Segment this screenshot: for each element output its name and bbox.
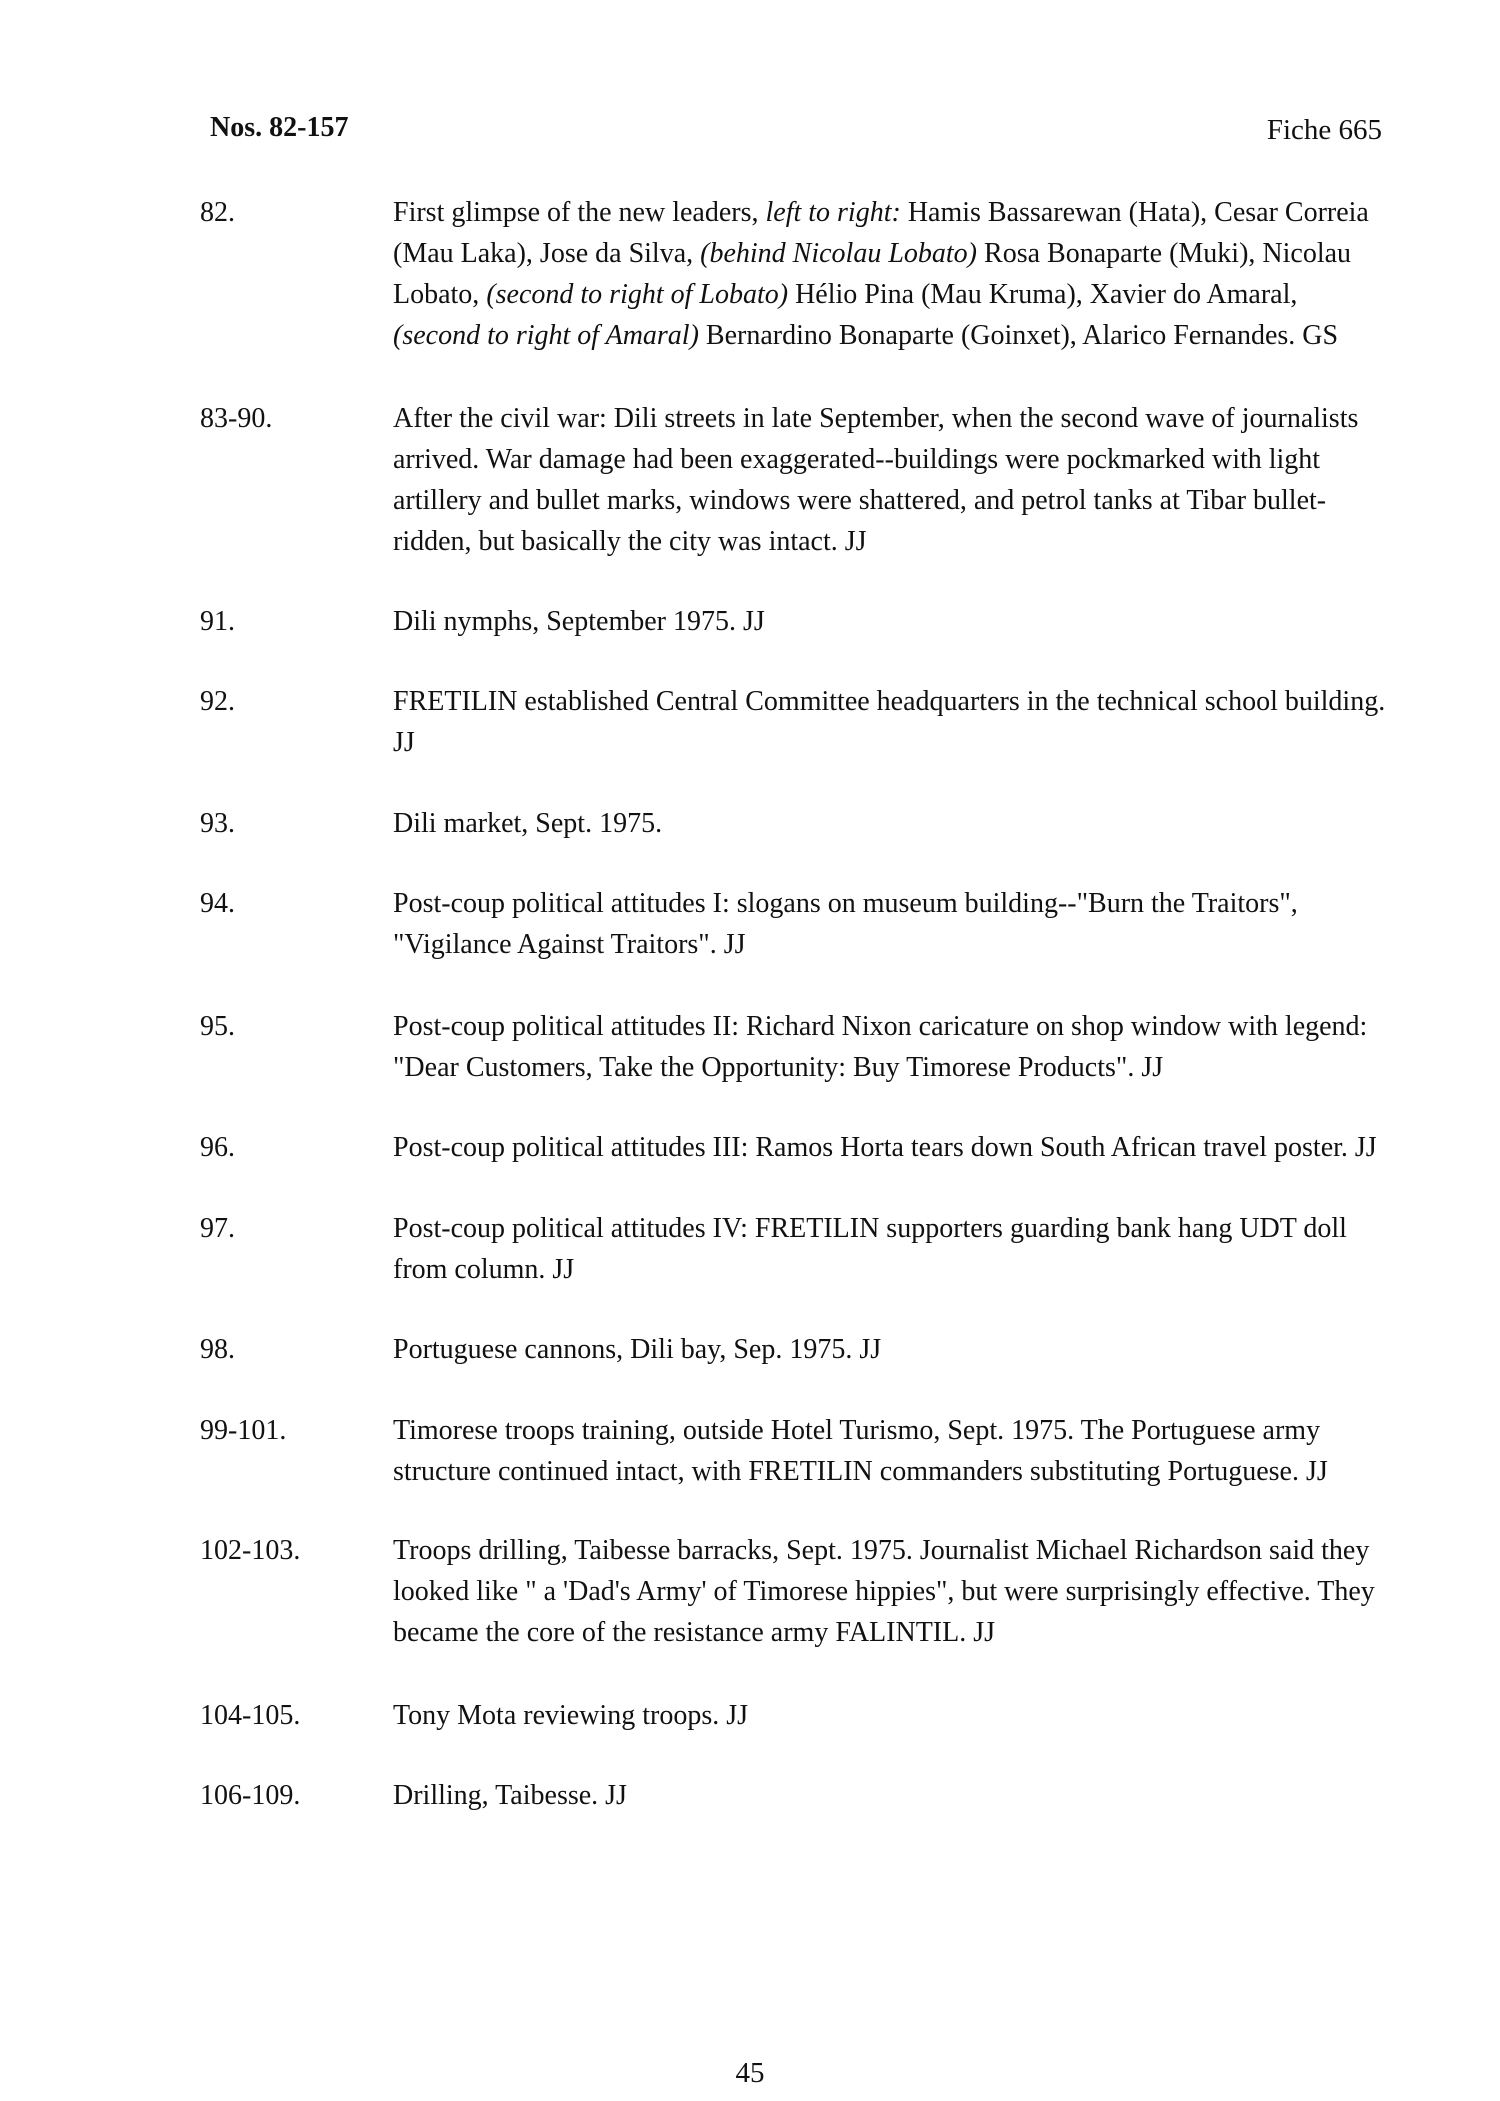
entry-item [200, 601, 1390, 642]
entry-description [393, 601, 1390, 642]
entry-description [393, 1775, 1390, 1816]
entry-text: Hélio Pina (Mau Kruma), Xavier do Amaral, [788, 279, 1298, 310]
entry-item [200, 1208, 1390, 1290]
entry-description [393, 1530, 1390, 1653]
entry-item [200, 398, 1390, 562]
entry-number: 83-90. [200, 403, 273, 434]
entry-text: Rosa Bonaparte (Muki), Nicolau Lobato, [393, 238, 1352, 310]
entry-item [200, 1695, 1390, 1736]
header-range: Nos. 82-157 [210, 112, 349, 143]
entry-item [200, 681, 1390, 763]
entry-number: 102-103. [200, 1535, 301, 1566]
entry-number: 82. [200, 197, 235, 228]
entry-text: Bernardino Bonaparte (Goinxet), Alarico Fernandes. GS [698, 320, 1339, 351]
entry-item [200, 803, 1390, 844]
entry-item [200, 1329, 1390, 1370]
entry-italic-text: (second to right of Amaral) [393, 320, 699, 351]
entry-number: 106-109. [200, 1780, 301, 1811]
entry-description [393, 681, 1390, 763]
entry-italic-text: left to right: [765, 197, 901, 228]
entry-description [393, 1329, 1390, 1370]
entry-number: 93. [200, 808, 235, 839]
entry-item [200, 883, 1390, 965]
entry-text: Troops drilling, Taibesse barracks, Sept. 1975. Journalist Michael Richardson said they looked like " a 'Dad's Army' of Timorese hippies", but were surprisingly effective. They became the core of the resistance army FALINTIL. JJ [393, 1535, 1375, 1648]
entry-list [200, 192, 1390, 1816]
entry-number: 95. [200, 1011, 235, 1042]
entry-description [393, 398, 1390, 562]
entry-description [393, 803, 1390, 844]
entry-text: FRETILIN established Central Committee headquarters in the technical school building. JJ [393, 686, 1386, 758]
entry-item [200, 1127, 1390, 1168]
entry-text: Tony Mota reviewing troops. JJ [393, 1700, 749, 1731]
entry-text: Post-coup political attitudes III: Ramos Horta tears down South African travel poster. JJ [393, 1132, 1377, 1163]
entry-item [200, 1410, 1390, 1492]
entry-description [393, 1695, 1390, 1736]
entry-italic-text: (second to right of Lobato) [486, 279, 789, 310]
page-number: 45 [735, 2057, 765, 2089]
entry-text: Timorese troops training, outside Hotel Turismo, Sept. 1975. The Portuguese army structure continued intact, with FRETILIN commanders substituting Portuguese. JJ [393, 1415, 1328, 1487]
entry-description [393, 1127, 1390, 1168]
entry-text: Dili market, Sept. 1975. [393, 808, 663, 839]
entry-item [200, 1530, 1390, 1653]
entry-number: 104-105. [200, 1700, 301, 1731]
entry-number: 98. [200, 1334, 235, 1365]
entry-number: 94. [200, 888, 235, 919]
entry-number: 91. [200, 606, 235, 637]
entry-text: After the civil war: Dili streets in late September, when the second wave of journalists arrived. War damage had been exaggerated--buildings were pockmarked with light artillery and bullet marks, windows were shattered, and petrol tanks at Tibar bullet-ridden, but basically the city was intact. JJ [393, 403, 1359, 557]
entry-italic-text: (behind Nicolau Lobato) [700, 238, 978, 269]
header-fiche: Fiche 665 [1266, 114, 1382, 146]
entry-description [393, 1006, 1390, 1088]
entry-text: Dili nymphs, September 1975. JJ [393, 606, 765, 637]
entry-item [200, 192, 1390, 356]
entry-text: Portuguese cannons, Dili bay, Sep. 1975. JJ [393, 1334, 882, 1365]
entry-text: Post-coup political attitudes IV: FRETILIN supporters guarding bank hang UDT doll from column. JJ [393, 1213, 1347, 1285]
entry-description [393, 1208, 1390, 1290]
entry-number: 99-101. [200, 1415, 287, 1446]
entry-item [200, 1006, 1390, 1088]
entry-text: Post-coup political attitudes I: slogans on museum building--"Burn the Traitors", "Vigilance Against Traitors". JJ [393, 888, 1298, 960]
entry-number: 92. [200, 686, 235, 717]
entry-description [393, 192, 1390, 356]
entry-description [393, 1410, 1390, 1492]
entry-number: 97. [200, 1213, 235, 1244]
entry-description [393, 883, 1390, 965]
entry-item [200, 1775, 1390, 1816]
entry-number: 96. [200, 1132, 235, 1163]
entry-text: Drilling, Taibesse. JJ [393, 1780, 627, 1811]
entry-text: Hamis Bassarewan (Hata), Cesar Correia (Mau Laka), Jose da Silva, [393, 197, 1369, 269]
entry-text: Post-coup political attitudes II: Richard Nixon caricature on shop window with legend: "Dear Customers, Take the Opportunity: Buy Timorese Products". JJ [393, 1011, 1368, 1083]
entry-text: First glimpse of the new leaders, [393, 197, 766, 228]
